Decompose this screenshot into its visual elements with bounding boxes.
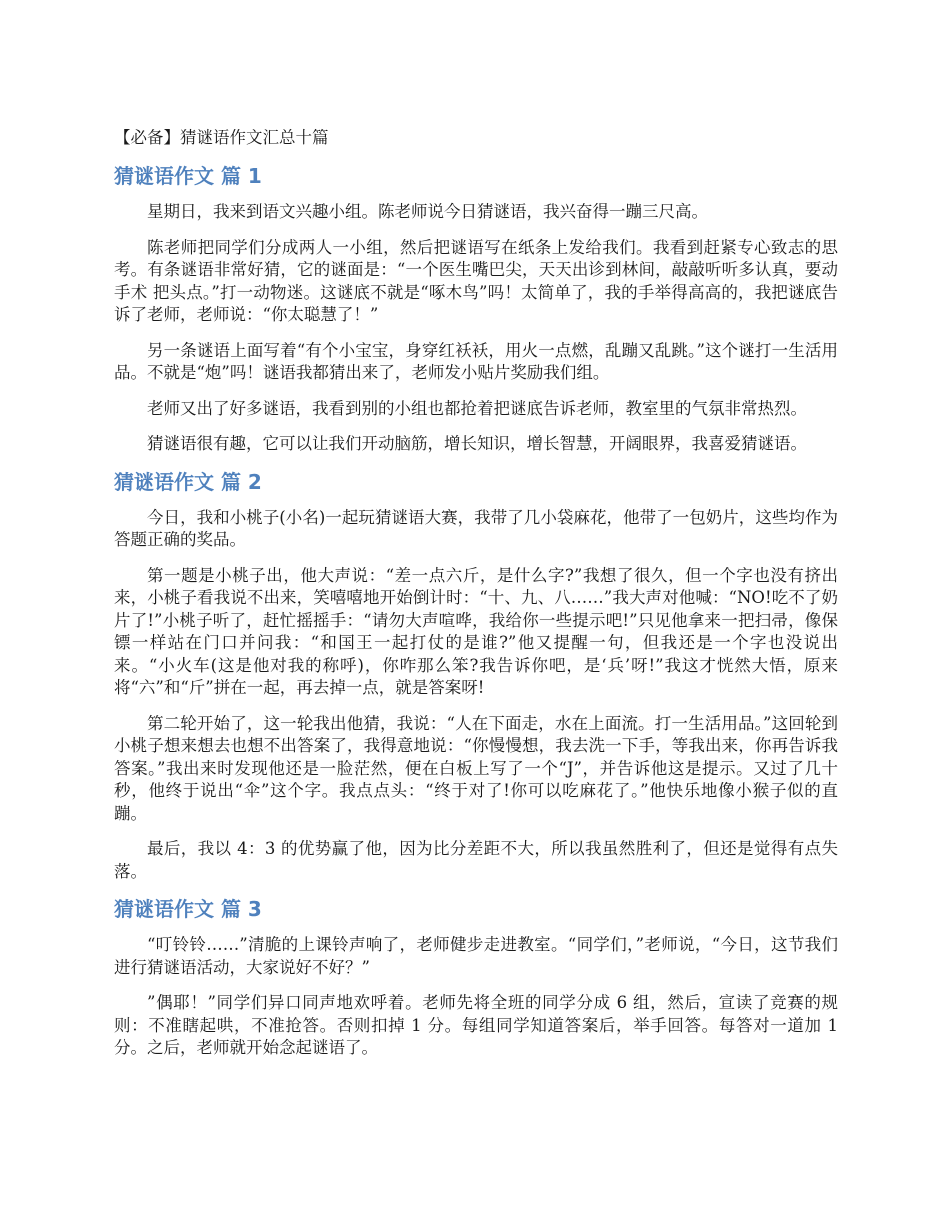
paragraph: 老师又出了好多谜语，我看到别的小组也都抢着把谜底告诉老师，教室里的气氛非常热烈。 <box>147 398 807 418</box>
paragraph: 第二轮开始了，这一轮我出他猜，我说：“人在下面走，水在上面流。打一生活用品。”这回轮到小桃子想来想去也想不出答案了，我得意地说：“你慢慢想，我去洗一下手，等我出来，你再告诉我答案。”我出来时发现他还是一脸茫然，便在白板上写了一个“J”，并告诉他这是提示。又过了几十秒，他终于说出“伞”这个字。我点点头：“终于对了!你可以吃麻花了。”他快乐地像小猴子似的直蹦。 <box>114 713 838 823</box>
essay-section-1 <box>114 163 838 456</box>
section-heading-1: 猜谜语作文 篇 1 <box>114 164 262 188</box>
section-heading-3: 猜谜语作文 篇 3 <box>114 897 262 921</box>
essay-section-2 <box>114 469 838 884</box>
paragraph: ”偶耶！”同学们异口同声地欢呼着。老师先将全班的同学分成 6 组，然后，宣读了竞赛的规则：不准瞎起哄，不准抢答。否则扣掉 1 分。每组同学知道答案后，举手回答。每答对一道加 1 分。之后，老师就开始念起谜语了。 <box>114 993 838 1057</box>
section-heading-2: 猜谜语作文 篇 2 <box>114 469 262 494</box>
paragraph: 陈老师把同学们分成两人一小组，然后把谜语写在纸条上发给我们。我看到赶紧专心致志的思考。有条谜语非常好猜，它的谜面是：“一个医生嘴巴尖，天天出诊到林间，敲敲听听多认真，要动手术 把头点。”打一动物迷。这谜底不就是“啄木鸟”吗！太简单了，我的手举得高高的，我把谜底告诉了老师，老师说：“你太聪慧了！” <box>114 237 838 324</box>
essay-section-3 <box>114 896 838 1060</box>
paragraph: 另一条谜语上面写着“有个小宝宝，身穿红袄袄，用火一点燃，乱蹦又乱跳。”这个谜打一生活用品。不就是“炮”吗！谜语我都猜出来了，老师发小贴片奖励我们组。 <box>114 340 838 382</box>
paragraph: 星期日，我来到语文兴趣小组。陈老师说今日猜谜语，我兴奋得一蹦三尺高。 <box>147 202 708 221</box>
document-title: 【必备】猜谜语作文汇总十篇 <box>114 128 329 147</box>
paragraph: “叮铃铃……”清脆的上课铃声响了，老师健步走进教室。“同学们，”老师说，“今日，这节我们进行猜谜语活动，大家说好不好？” <box>114 935 838 977</box>
paragraph: 猜谜语很有趣，它可以让我们开动脑筋，增长知识，增长智慧，开阔眼界，我喜爱猜谜语。 <box>147 434 807 453</box>
paragraph: 今日，我和小桃子(小名)一起玩猜谜语大赛，我带了几小袋麻花，他带了一包奶片，这些均作为答题正确的奖品。 <box>114 507 838 549</box>
paragraph: 第一题是小桃子出，他大声说：“差一点六斤，是什么字?”我想了很久，但一个字也没有挤出来，小桃子看我说不出来，笑嘻嘻地开始倒计时：“十、九、八……”我大声对他喊：“NO!吃不了奶片了!”小桃子听了，赶忙摇摇手：“请勿大声喧哗，我给你一些提示吧!”只见他拿来一把扫帚，像保镖一样站在门口并问我：“和国王一起打仗的是谁?”他又提醒一句，但我还是一个字也没说出来。“小火车(这是他对我的称呼)，你咋那么笨?我告诉你吧，是‘兵’呀!”我这才恍然大悟，原来将“六”和“斤”拼在一起，再去掉一点，就是答案呀! <box>114 565 838 697</box>
paragraph: 最后，我以 4：3 的优势赢了他，因为比分差距不大，所以我虽然胜利了，但还是觉得有点失落。 <box>114 839 838 881</box>
